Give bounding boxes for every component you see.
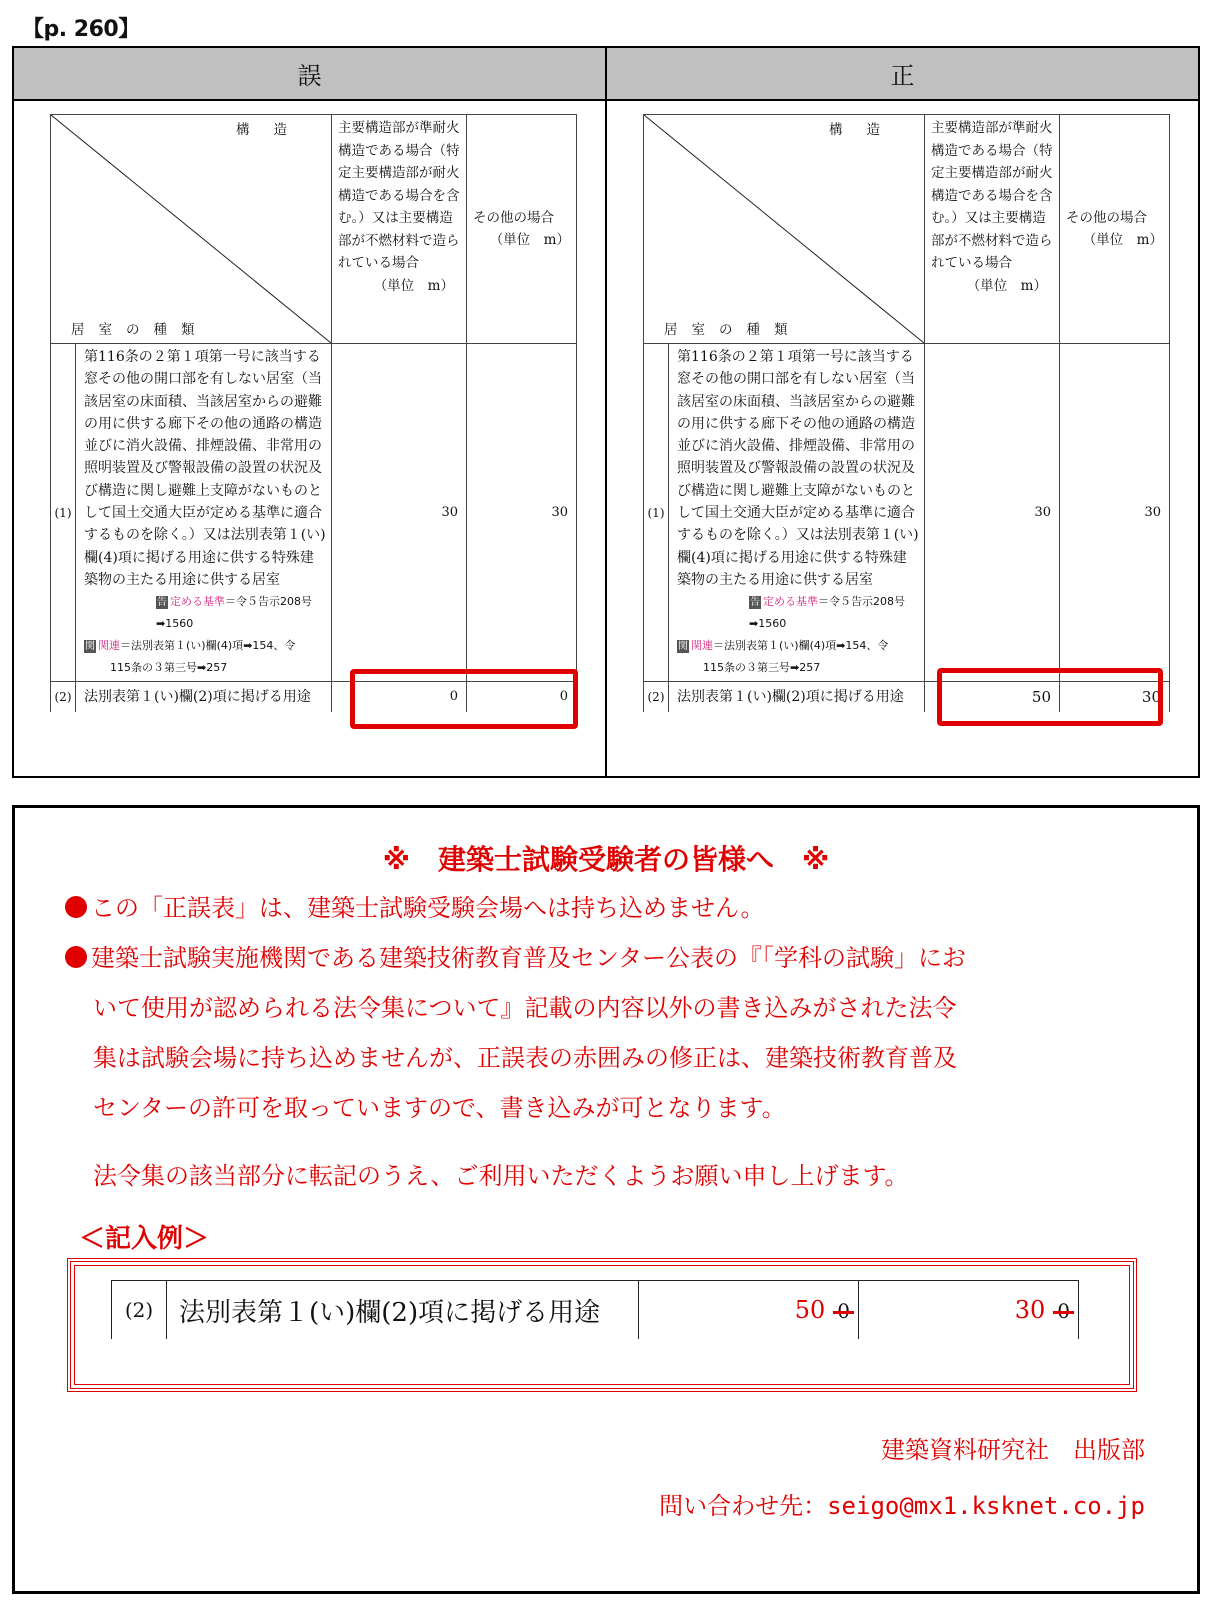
- row-description: 法別表第１(い)欄(2)項に掲げる用途: [167, 1281, 639, 1340]
- row-description: 法別表第１(い)欄(2)項に掲げる用途: [669, 682, 925, 713]
- table-row: (2) 法別表第１(い)欄(2)項に掲げる用途 50 0 30 0: [112, 1281, 1079, 1340]
- corner-bottom-label: 居室の種類: [71, 322, 209, 338]
- correction-highlight-box: [350, 669, 578, 729]
- table-row: (1) 第116条の２第１項第一号に該当する窓その他の開口部を有しない居室（当該居室の床面積、当該居室からの避難の用に供する廊下その他の通路の構造並びに消火設備、排煙設備、非常用の照明装置及び警報設備の設置の状況及び構造に関し避難上支障がないものとして国土交通大臣が定める基準に適合するものを除く。）又は法別表第１(い)欄(4)項に掲げる用途に供する特殊建築物の主たる用途に供する居室 告 定める基準＝令５告示208号➡1560 関 関連＝法別表第１(い)欄(4)項➡154、令 115条の３第三号➡257 30 30: [51, 344, 577, 682]
- value-cell: 30: [1060, 682, 1170, 713]
- table-row: (1) 第116条の２第１項第一号に該当する窓その他の開口部を有しない居室（当該居室の床面積、当該居室からの避難の用に供する廊下その他の通路の構造並びに消火設備、排煙設備、非常用の照明装置及び警報設備の設置の状況及び構造に関し避難上支障がないものとして国土交通大臣が定める基準に適合するものを除く。）又は法別表第１(い)欄(4)項に掲げる用途に供する特殊建築物の主たる用途に供する居室 告 定める基準＝令５告示208号➡1560 関 関連＝法別表第１(い)欄(4)項➡154、令 115条の３第三号➡257 30 30: [644, 344, 1170, 682]
- notice-text-line: いて使用が認められる法令集について』記載の内容以外の書き込みがされた法令: [93, 994, 957, 1022]
- corner-top-label: 構造: [236, 122, 311, 138]
- struck-old-value: 0: [1057, 1299, 1070, 1323]
- publisher: 建築資料研究社 出版部: [881, 1436, 1145, 1464]
- value-cell: 50 0: [639, 1281, 859, 1340]
- row-description: 第116条の２第１項第一号に該当する窓その他の開口部を有しない居室（当該居室の床面積、当該居室からの避難の用に供する廊下その他の通路の構造並びに消火設備、排煙設備、非常用の照明装置及び警報設備の設置の状況及び構造に関し避難上支障がないものとして国土交通大臣が定める基準に適合するものを除く。）又は法別表第１(い)欄(4)項に掲げる用途に供する特殊建築物の主たる用途に供する居室 告 定める基準＝令５告示208号➡1560 関 関連＝法別表第１(い)欄(4)項➡154、令 115条の３第三号➡257: [76, 344, 332, 682]
- contact-email-link[interactable]: seigo@mx1.ksknet.co.jp: [827, 1492, 1145, 1520]
- value-cell: 30: [467, 344, 577, 682]
- notice-bullet-2: 建築士試験実施機関である建築技術教育普及センター公表の『「学科の試験」にお: [65, 938, 966, 973]
- corner-top-label: 構造: [829, 122, 904, 138]
- correct-header: 正: [607, 48, 1198, 101]
- correct-column: [605, 48, 1198, 776]
- notice-text-line: センターの許可を取っていますので、書き込みが可となります。: [93, 1094, 786, 1122]
- notice-tag-icon: 告: [157, 597, 167, 609]
- value-cell: 0: [332, 682, 467, 713]
- value-cell: 50: [925, 682, 1060, 713]
- related-tag-icon: 関: [678, 641, 688, 653]
- example-table: [111, 1280, 1079, 1339]
- struck-old-value: 0: [837, 1299, 850, 1323]
- row-description: 法別表第１(い)欄(2)項に掲げる用途: [76, 682, 332, 713]
- reference-line: 告 定める基準＝令５告示208号➡1560: [156, 595, 312, 631]
- bullet-icon: [65, 896, 87, 918]
- notice-text-line: 集は試験会場に持ち込めませんが、正誤表の赤囲みの修正は、建築技術教育普及: [93, 1044, 957, 1072]
- page-reference: 【p. 260】: [22, 17, 140, 42]
- reference-line: 関 関連＝法別表第１(い)欄(4)項➡154、令: [678, 639, 889, 653]
- errata-table: [12, 46, 1200, 778]
- value-cell: 0: [467, 682, 577, 713]
- diagonal-line-icon: [644, 115, 924, 343]
- reference-line: 告 定める基準＝令５告示208号➡1560: [749, 595, 905, 631]
- correction-highlight-box: [937, 668, 1163, 726]
- bullet-icon: [65, 946, 87, 968]
- value-cell: 30: [925, 344, 1060, 682]
- diagonal-line-icon: [51, 115, 331, 343]
- table-row: (2) 法別表第１(い)欄(2)項に掲げる用途 50 30: [644, 682, 1170, 713]
- column-header-2: その他の場合 （単位 m）: [1060, 115, 1170, 344]
- law-table-wrong: [50, 114, 577, 712]
- wrong-column: [14, 48, 605, 776]
- column-header-2: その他の場合 （単位 m）: [467, 115, 577, 344]
- table-row: (2) 法別表第１(い)欄(2)項に掲げる用途 0 0: [51, 682, 577, 713]
- notice-request-line: 法令集の該当部分に転記のうえ、ご利用いただくようお願い申し上げます。: [93, 1162, 909, 1190]
- value-cell: 30: [332, 344, 467, 682]
- notice-bullet-1: この「正誤表」は、建築士試験受験会場へは持ち込めません。: [65, 888, 764, 923]
- value-cell: 30: [1060, 344, 1170, 682]
- law-table-correct: [643, 114, 1170, 712]
- notice-tag-icon: 告: [750, 597, 760, 609]
- diagonal-header-cell: [51, 115, 332, 344]
- diagonal-header-cell: [644, 115, 925, 344]
- column-header-1: 主要構造部が準耐火構造である場合（特定主要構造部が耐火構造である場合を含む。）又は主要構造部が不燃材料で造られている場合 （単位 m）: [925, 115, 1060, 344]
- row-description: 第116条の２第１項第一号に該当する窓その他の開口部を有しない居室（当該居室の床面積、当該居室からの避難の用に供する廊下その他の通路の構造並びに消火設備、排煙設備、非常用の照明装置及び警報設備の設置の状況及び構造に関し避難上支障がないものとして国土交通大臣が定める基準に適合するものを除く。）又は法別表第１(い)欄(4)項に掲げる用途に供する特殊建築物の主たる用途に供する居室 告 定める基準＝令５告示208号➡1560 関 関連＝法別表第１(い)欄(4)項➡154、令 115条の３第三号➡257: [669, 344, 925, 682]
- notice-box: [12, 805, 1200, 1594]
- example-frame: [67, 1258, 1137, 1392]
- column-header-1: 主要構造部が準耐火構造である場合（特定主要構造部が耐火構造である場合を含む。）又は主要構造部が不燃材料で造られている場合 （単位 m）: [332, 115, 467, 344]
- notice-title: ※ 建築士試験受験者の皆様へ ※: [382, 843, 830, 876]
- contact-line: 問い合わせ先：seigo@mx1.ksknet.co.jp: [659, 1492, 1145, 1520]
- value-cell: 30 0: [859, 1281, 1079, 1340]
- wrong-header: 誤: [14, 48, 605, 101]
- reference-line: 関 関連＝法別表第１(い)欄(4)項➡154、令: [85, 639, 296, 653]
- example-label: ＜記入例＞: [79, 1224, 210, 1254]
- corner-bottom-label: 居室の種類: [664, 322, 802, 338]
- related-tag-icon: 関: [85, 641, 95, 653]
